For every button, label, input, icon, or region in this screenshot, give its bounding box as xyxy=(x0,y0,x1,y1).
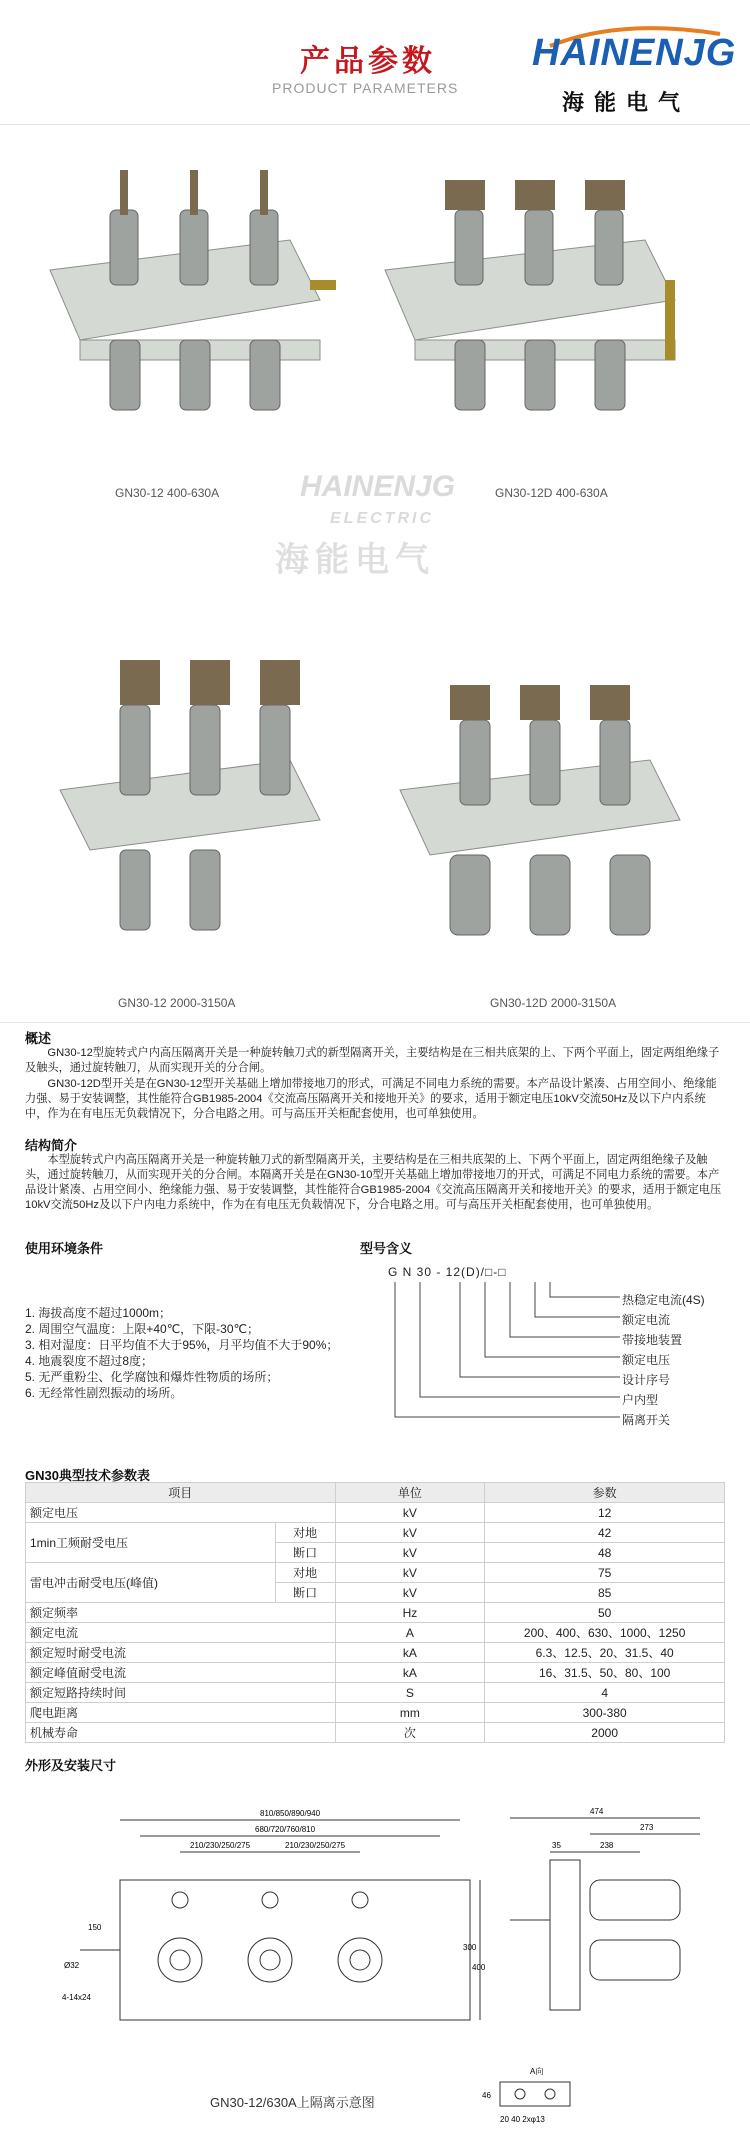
table-cell: 雷电冲击耐受电压(峰值) xyxy=(26,1563,276,1603)
params-heading: GN30典型技术参数表 xyxy=(25,1468,150,1483)
watermark-sub: ELECTRIC xyxy=(330,510,434,527)
table-row xyxy=(26,1503,725,1523)
table-row xyxy=(26,1683,725,1703)
model-legend xyxy=(622,1290,705,1430)
dims-heading: 外形及安装尺寸 xyxy=(25,1758,117,1773)
dim-label: 300 xyxy=(463,1943,477,1952)
model-legend-item: 额定电流 xyxy=(622,1313,671,1327)
model-legend-item: 设计序号 xyxy=(622,1373,671,1387)
model-legend-item: 隔离开关 xyxy=(622,1413,671,1427)
conditions-item: 4. 地震裂度不超过8度； xyxy=(25,1354,154,1368)
table-row xyxy=(26,1663,725,1683)
model-legend-item: 带接地装置 xyxy=(622,1333,683,1347)
conditions-item: 1. 海拔高度不超过1000m； xyxy=(25,1306,172,1320)
table-cell: 断口 xyxy=(275,1543,335,1563)
table-cell: kA xyxy=(335,1643,485,1663)
table-cell: 额定频率 xyxy=(26,1603,336,1623)
table-cell: 12 xyxy=(485,1503,725,1523)
table-cell: kV xyxy=(335,1563,485,1583)
dim-label: 810/850/890/940 xyxy=(260,1809,321,1818)
dim-label: A向 xyxy=(530,2067,544,2076)
table-cell: 200、400、630、1000、1250 xyxy=(485,1623,725,1643)
table-cell: kV xyxy=(335,1543,485,1563)
params-col-item: 项目 xyxy=(26,1483,336,1503)
product-caption-4: GN30-12D 2000-3150A xyxy=(490,996,617,1010)
table-cell: 4 xyxy=(485,1683,725,1703)
table-cell: mm xyxy=(335,1703,485,1723)
brand-name-cn: 海能电气 xyxy=(562,90,691,115)
dim-label: 400 xyxy=(472,1963,486,1972)
model-legend-item: 热稳定电流(4S) xyxy=(622,1293,705,1307)
table-cell: 额定短路持续时间 xyxy=(26,1683,336,1703)
page-title: 产品参数 xyxy=(300,44,436,79)
dim-label: 4-14x24 xyxy=(62,1993,91,2002)
watermark-cn: 海能电气 xyxy=(275,541,435,579)
table-cell: 42 xyxy=(485,1523,725,1543)
dims-caption: GN30-12/630A上隔离示意图 xyxy=(210,2095,375,2110)
table-row xyxy=(26,1563,725,1583)
brand-name-en: HAINENJG xyxy=(532,32,737,74)
table-cell: 50 xyxy=(485,1603,725,1623)
model-legend-item: 额定电压 xyxy=(622,1353,671,1367)
model-legend-item: 户内型 xyxy=(622,1393,659,1407)
product-photo-1 xyxy=(20,150,340,410)
table-cell: A xyxy=(335,1623,485,1643)
product-caption-1: GN30-12 400-630A xyxy=(115,486,220,500)
dim-label: 238 xyxy=(600,1841,614,1850)
table-cell: kA xyxy=(335,1663,485,1683)
table-cell: kV xyxy=(335,1583,485,1603)
dim-label: 20 40 2xφ13 xyxy=(500,2115,545,2124)
table-cell: 额定电流 xyxy=(26,1623,336,1643)
product-caption-2: GN30-12D 400-630A xyxy=(495,486,608,500)
watermark-en: HAINENJG xyxy=(300,470,456,503)
model-heading: 型号含义 xyxy=(360,1241,413,1256)
conditions-heading: 使用环境条件 xyxy=(25,1241,104,1256)
dim-label: Ø32 xyxy=(64,1961,80,1970)
table-cell: S xyxy=(335,1683,485,1703)
table-cell: 对地 xyxy=(275,1563,335,1583)
dimension-drawing-side xyxy=(490,1800,710,2030)
product-caption-3: GN30-12 2000-3150A xyxy=(118,996,236,1010)
dim-label: 680/720/760/810 xyxy=(255,1825,316,1834)
product-photo-3 xyxy=(40,650,340,950)
table-cell: 6.3、12.5、20、31.5、40 xyxy=(485,1643,725,1663)
table-cell: 2000 xyxy=(485,1723,725,1743)
table-cell: 额定峰值耐受电流 xyxy=(26,1663,336,1683)
table-cell: 300-380 xyxy=(485,1703,725,1723)
table-cell: 48 xyxy=(485,1543,725,1563)
table-cell: 额定电压 xyxy=(26,1503,336,1523)
params-col-unit: 单位 xyxy=(335,1483,485,1503)
model-code: G N 30 - 12(D)/□-□ xyxy=(388,1265,507,1279)
table-row xyxy=(26,1623,725,1643)
table-cell: kV xyxy=(335,1523,485,1543)
table-row xyxy=(26,1703,725,1723)
table-cell: 次 xyxy=(335,1723,485,1743)
structure-paragraph: 本型旋转式户内高压隔离开关是一种旋转触刀式的新型隔离开关，主要结构是在三相共底架的上、下两个平面上，固定两组绝缘子及触头，通过旋转触刀，从而实现开关的分合闸。本隔离开关是在GN30-10型开关基础上增加带接地刀的开式，可满足不同电力系统的需要。本产品设计紧凑、占用空间小、绝缘能力强、易于安装调整，其性能符合GB1985-2004《交流高压隔离开关和接地开关》的要求，适用于额定电压10kV交流50Hz及以下户内电力系统中，作为在有电压无负载情况下，分合电路之用。可与高压开关柜配套使用，也可单独使用。 xyxy=(25,1154,722,1211)
table-cell: 16、31.5、50、80、100 xyxy=(485,1663,725,1683)
dim-label: 46 xyxy=(482,2091,491,2100)
spacer xyxy=(20,1540,300,1541)
product-photo-2 xyxy=(365,150,695,410)
table-cell: kV xyxy=(335,1503,485,1523)
conditions-item: 6. 无经常性剧烈振动的场所。 xyxy=(25,1386,183,1400)
table-cell: 断口 xyxy=(275,1583,335,1603)
conditions-item: 5. 无严重粉尘、化学腐蚀和爆炸性物质的场所； xyxy=(25,1370,279,1384)
dim-label: 150 xyxy=(88,1923,102,1932)
dim-label: 210/230/250/275 xyxy=(190,1841,251,1850)
section-divider xyxy=(0,1022,750,1023)
conditions-item: 3. 相对湿度：日平均值不大于95%，月平均值不大于90%； xyxy=(25,1338,339,1352)
params-header-row xyxy=(26,1483,725,1503)
dimension-detail-view xyxy=(480,2062,660,2132)
product-photo-4 xyxy=(380,680,700,940)
dim-label: 210/230/250/275 xyxy=(285,1841,346,1850)
overview-heading: 概述 xyxy=(25,1031,52,1046)
table-row xyxy=(26,1603,725,1623)
table-cell: 爬电距离 xyxy=(26,1703,336,1723)
table-cell: 1min工频耐受电压 xyxy=(26,1523,276,1563)
table-cell: 额定短时耐受电流 xyxy=(26,1643,336,1663)
dim-label: 474 xyxy=(590,1807,604,1816)
table-cell: 对地 xyxy=(275,1523,335,1543)
params-table xyxy=(25,1482,725,1743)
dim-label: 35 xyxy=(552,1841,561,1850)
brand-logo xyxy=(530,24,737,115)
table-cell: 75 xyxy=(485,1563,725,1583)
table-row xyxy=(26,1723,725,1743)
page-subtitle: PRODUCT PARAMETERS xyxy=(272,80,459,96)
overview-paragraph-2: GN30-12D型开关是在GN30-12型开关基础上增加带接地刀的形式，可满足不同电力系统的需要。本产品设计紧凑、占用空间小、绝缘能力强、易于安装调整，其性能符合GB1985-2004《交流高压隔离开关和接地开关》的要求，适用于额定电压10kV交流50Hz及以下户内系统中，作为在有电压无负载情况下，分合电路之用。可与高压开关柜配套使用，也可单独使用。 xyxy=(25,1078,717,1120)
table-cell: Hz xyxy=(335,1603,485,1623)
table-cell: 机械寿命 xyxy=(26,1723,336,1743)
table-row xyxy=(26,1643,725,1663)
dimension-drawing-front xyxy=(60,1800,486,2060)
model-diagram-lines xyxy=(390,1282,620,1442)
table-cell: 85 xyxy=(485,1583,725,1603)
watermark xyxy=(270,470,490,590)
conditions-list xyxy=(25,1305,365,1401)
dim-label: 273 xyxy=(640,1823,654,1832)
structure-heading: 结构简介 xyxy=(25,1138,78,1153)
header-divider xyxy=(0,124,750,125)
params-col-value: 参数 xyxy=(485,1483,725,1503)
overview-paragraph-1: GN30-12型旋转式户内高压隔离开关是一种旋转触刀式的新型隔离开关，主要结构是在三相共底架的上、下两个平面上，固定两组绝缘子及触头，通过旋转触刀，从而实现开关的分合闸。 xyxy=(25,1047,720,1074)
conditions-item: 2. 周围空气温度：上限+40℃，下限-30℃； xyxy=(25,1322,259,1336)
